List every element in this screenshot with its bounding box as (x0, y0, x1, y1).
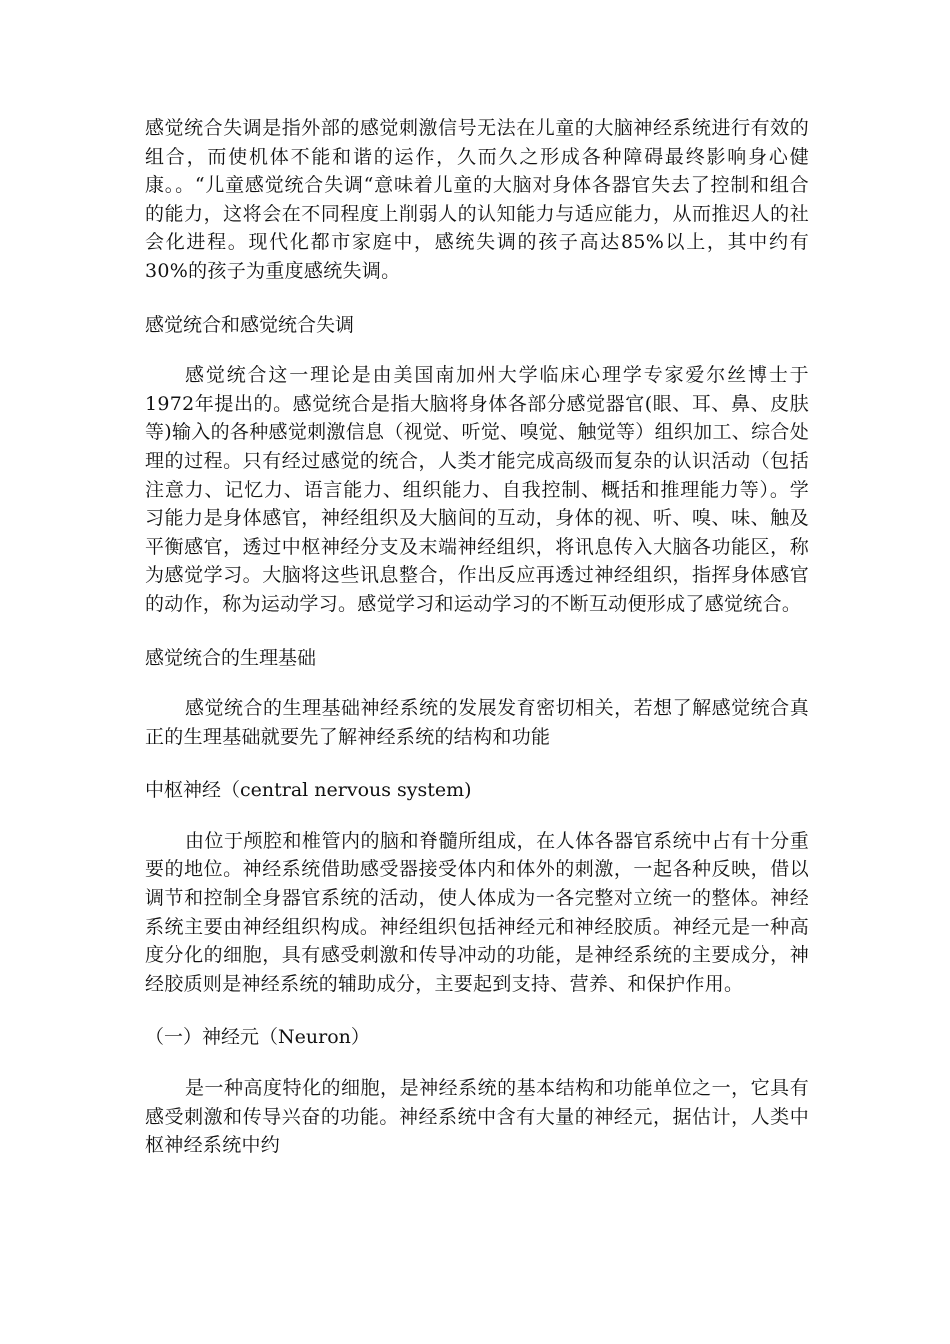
section-heading-neuron: （一）神经元（Neuron） (145, 1026, 370, 1049)
section-paragraph-sensory-integration: 感觉统合这一理论是由美国南加州大学临床心理学专家爱尔丝博士于1972年提出的。感觉统合是指大脑将身体各部分感觉器官(眼、耳、鼻、皮肤等)输入的各种感觉刺激信息（视觉、听觉、嗅觉、触觉等）组织加工、综合处理的过程。只有经过感觉的统合，人类才能完成高级而复杂的认识活动（包括注意力、记忆力、语言能力、组织能力、自我控制、概括和推理能力等）。学习能力是身体感官，神经组织及大脑间的互动，身体的视、听、嗅、味、触及平衡感官，透过中枢神经分支及末端神经组织，将讯息传入大脑各功能区，称为感觉学习。大脑将这些讯息整合，作出反应再透过神经组织，指挥身体感官的动作，称为运动学习。感觉学习和运动学习的不断互动便形成了感觉统合。 (145, 364, 809, 615)
section-heading-sensory-integration: 感觉统合和感觉统合失调 (145, 313, 355, 336)
spacer (145, 1052, 809, 1074)
spacer (145, 805, 809, 827)
spacer (145, 998, 809, 1023)
spacer (145, 672, 809, 694)
spacer (145, 619, 809, 644)
spacer (145, 751, 809, 776)
section-paragraph-physiological-basis: 感觉统合的生理基础神经系统的发展发育密切相关，若想了解感觉统合真正的生理基础就要先了解神经系统的结构和功能 (145, 697, 809, 748)
spacer (145, 286, 809, 311)
section-paragraph-central-nervous-system: 由位于颅腔和椎管内的脑和脊髓所组成，在人体各器官系统中占有十分重要的地位。神经系统借助感受器接受体内和体外的刺激，一起各种反映，借以调节和控制全身器官系统的活动，使人体成为一各完整对立统一的整体。神经系统主要由神经组织构成。神经组织包括神经元和神经胶质。神经元是一种高度分化的细胞，具有感受刺激和传导冲动的功能，是神经系统的主要成分，神经胶质则是神经系统的辅助成分，主要起到支持、营养、和保护作用。 (145, 829, 809, 995)
section-heading-physiological-basis: 感觉统合的生理基础 (145, 646, 317, 669)
section-paragraph-neuron: 是一种高度特化的细胞，是神经系统的基本结构和功能单位之一，它具有感受刺激和传导兴奋的功能。神经系统中含有大量的神经元，据估计，人类中枢神经系统中约 (145, 1077, 809, 1157)
document-page (145, 114, 809, 1160)
intro-paragraph: 感觉统合失调是指外部的感觉刺激信号无法在儿童的大脑神经系统进行有效的组合，而使机体不能和谐的运作，久而久之形成各种障碍最终影响身心健康。。“儿童感觉统合失调“意味着儿童的大脑对身体各器官失去了控制和组合的能力，这将会在不同程度上削弱人的认知能力与适应能力，从而推迟人的社会化进程。现代化都市家庭中，感统失调的孩子高达85%以上，其中约有30%的孩子为重度感统失调。 (145, 117, 809, 282)
section-heading-central-nervous-system: 中枢神经（central nervous system) (145, 779, 472, 802)
spacer (145, 339, 809, 361)
